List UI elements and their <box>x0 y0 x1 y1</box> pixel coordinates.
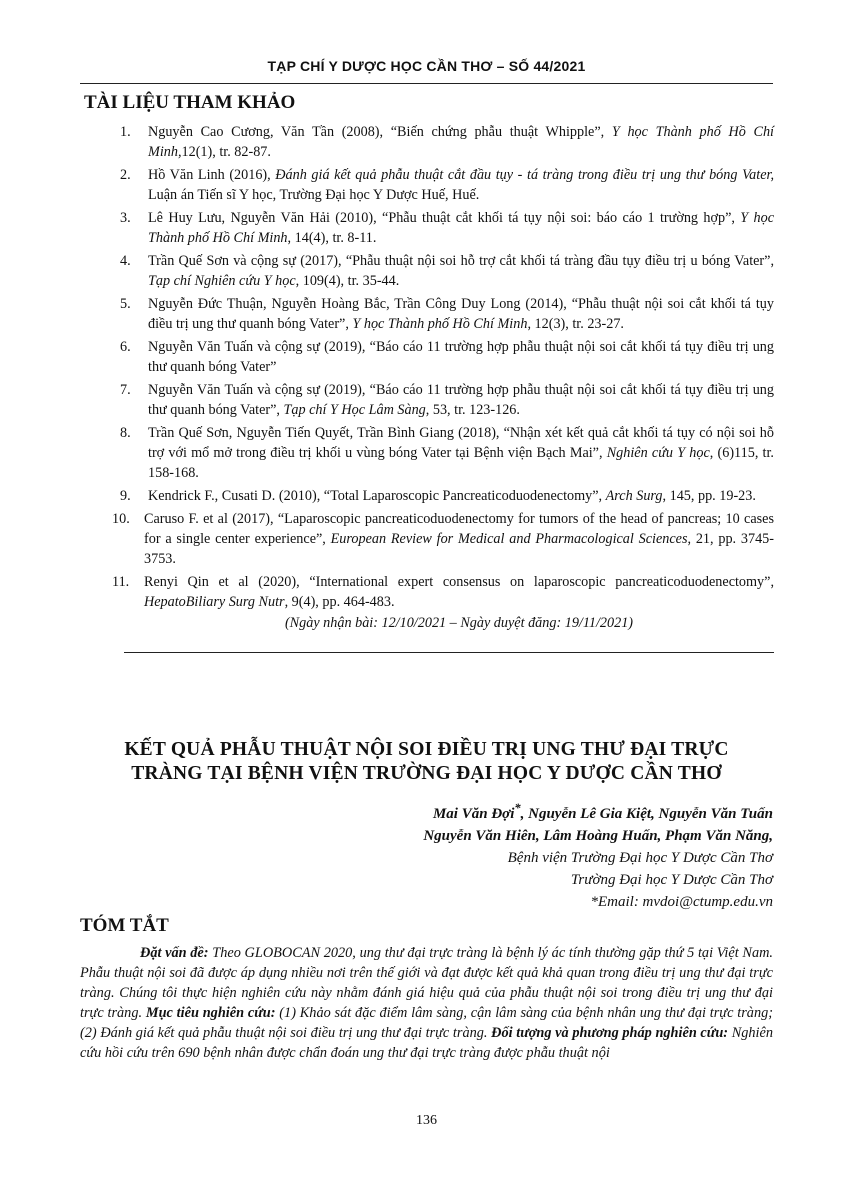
reference-text: Lê Huy Lưu, Nguyễn Văn Hải (2010), “Phẫu thuật cắt khối tá tụy nội soi: báo cáo 1 trường hợp”, <box>148 210 741 226</box>
reference-source: Arch Surg <box>605 488 663 504</box>
header-rule <box>80 83 773 84</box>
reference-text: Nguyễn Văn Tuấn và cộng sự (2019), “Báo cáo 11 trường hợp phẫu thuật nội soi cắt khối tá tụy điều trị ung thư quanh bóng Vater” <box>148 339 774 375</box>
article-title <box>80 738 773 786</box>
journal-header: TẠP CHÍ Y DƯỢC HỌC CẦN THƠ – SỐ 44/2021 <box>267 58 586 74</box>
reference-item <box>104 294 774 334</box>
reference-details: Luận án Tiến sĩ Y học, Trường Đại học Y Dược Huế, Huế. <box>148 187 480 203</box>
reference-item <box>104 251 774 291</box>
reference-text: Caruso F. et al (2017), “Laparoscopic pancreaticoduodenectomy for tumors of the head of pancreas; 10 cases for a single center experience”, <box>144 511 774 547</box>
reference-source: Đánh giá kết quả phẫu thuật cắt đầu tụy - tá tràng trong điều trị ung thư bóng Vater, <box>275 167 774 183</box>
author-email: *Email: mvdoi@ctump.edu.vn <box>590 894 773 910</box>
reference-text: Nguyễn Cao Cương, Văn Tần (2008), “Biến chứng phẫu thuật Whipple”, <box>148 124 612 140</box>
reference-text: Kendrick F., Cusati D. (2010), “Total Laparoscopic Pancreaticoduodenectomy”, <box>148 488 606 504</box>
reference-number: 6. <box>120 339 131 355</box>
reference-number: 1. <box>120 124 131 140</box>
reference-text: Nguyễn Đức Thuận, Nguyễn Hoàng Bắc, Trần Công Duy Long (2014), “Phẫu thuật nội soi cắt khối tá tụy điều trị ung thư quanh bóng Vater”, <box>148 296 774 332</box>
reference-item <box>104 337 774 377</box>
references-heading: TÀI LIỆU THAM KHẢO <box>84 92 296 113</box>
reference-text: Nguyễn Văn Tuấn và cộng sự (2019), “Báo cáo 11 trường hợp phẫu thuật nội soi cắt khối tá tụy điều trị ung thư quanh bóng Vater”, <box>148 382 774 418</box>
reference-number: 10. <box>112 511 130 527</box>
received-accepted-dates: (Ngày nhận bài: 12/10/2021 – Ngày duyệt đăng: 19/11/2021) <box>284 615 634 631</box>
references-end-rule <box>124 652 774 653</box>
reference-item <box>104 572 774 612</box>
reference-number: 11. <box>112 574 130 590</box>
reference-list <box>104 122 774 633</box>
reference-details: , 14(4), tr. 8-11. <box>287 230 377 246</box>
article-title-line-2: TRÀNG TẠI BỆNH VIỆN TRƯỜNG ĐẠI HỌC Y DƯỢC CẦN THƠ <box>131 763 722 784</box>
reference-details: , 109(4), tr. 35-44. <box>295 273 400 289</box>
abstract-label-methods: Đối tượng và phương pháp nghiên cứu: <box>491 1025 729 1041</box>
summary-heading: TÓM TẮT <box>80 915 169 936</box>
reference-source: Y học Thành phố Hồ Chí Minh, <box>148 124 774 160</box>
reference-text: Renyi Qin et al (2020), “International expert consensus on laparoscopic pancreaticoduodenectomy”, <box>144 574 774 590</box>
reference-number: 3. <box>120 210 131 226</box>
reference-details: , (6)115, tr. 158-168. <box>148 445 774 481</box>
reference-number: 9. <box>120 488 131 504</box>
reference-text: Trần Quế Sơn, Nguyễn Tiến Quyết, Trần Bình Giang (2018), “Nhận xét kết quả cắt khối tá tụy có nội soi hỗ trợ với mổ mở trong điều trị khối u vùng bóng Vater tại Bệnh viện Bạch Mai”, <box>148 425 774 461</box>
reference-item <box>104 208 774 248</box>
reference-text: Hồ Văn Linh (2016), <box>148 167 276 183</box>
reference-item <box>104 122 774 162</box>
corresponding-mark: * <box>514 801 521 815</box>
reference-text: Trần Quế Sơn và cộng sự (2017), “Phẫu thuật nội soi hỗ trợ cắt khối tá tràng đầu tụy điều trị u bóng Vater”, <box>148 253 774 269</box>
authors-line-1 <box>423 797 773 825</box>
reference-details: , 145, pp. 19-23. <box>662 488 756 504</box>
co-authors: , Nguyễn Lê Gia Kiệt, Nguyễn Văn Tuấn <box>520 806 773 822</box>
reference-number: 4. <box>120 253 131 269</box>
abstract-text-background: Theo GLOBOCAN 2020, ung thư đại trực tràng là bệnh lý ác tính thường gặp thứ 5 tại Việt Nam. Phẫu thuật nội soi đã được áp dụng nhiều nơi trên thế giới và đạt được kết quả khả quan trong điều trị ung thư đại trực tràng. Chúng tôi thực hiện nghiên cứu này nhằm đánh giá hiệu quả của phẫu thuật nội soi trong điều trị ung thư đại trực tràng. <box>80 945 773 1021</box>
reference-number: 7. <box>120 382 131 398</box>
reference-details: , 53, tr. 123-126. <box>425 402 520 418</box>
reference-details: , 21, pp. 3745-3753. <box>144 531 774 567</box>
reference-item <box>104 509 774 569</box>
affiliation-1: Bệnh viện Trường Đại học Y Dược Cần Thơ <box>507 850 773 866</box>
affiliation-2: Trường Đại học Y Dược Cần Thơ <box>570 872 773 888</box>
reference-number: 2. <box>120 167 131 183</box>
reference-details: , 9(4), pp. 464-483. <box>284 594 395 610</box>
reference-number: 8. <box>120 425 131 441</box>
author-block <box>423 797 773 913</box>
article-title-line-1: KẾT QUẢ PHẪU THUẬT NỘI SOI ĐIỀU TRỊ UNG THƯ ĐẠI TRỰC <box>124 739 729 760</box>
reference-item <box>104 423 774 483</box>
reference-source: Y học Thành phố Hồ Chí Minh <box>148 210 775 246</box>
reference-item <box>104 380 774 420</box>
reference-source: Tạp chí Nghiên cứu Y học <box>148 273 296 289</box>
reference-item <box>104 486 774 506</box>
abstract-paragraph <box>80 943 773 1063</box>
corresponding-author: Mai Văn Đợi <box>432 806 515 822</box>
abstract-text-objectives: (1) Khảo sát đặc điểm lâm sàng, cận lâm sàng của bệnh nhân ung thư đại trực tràng; (2) Đánh giá kết quả phẫu thuật nội soi điều trị ung thư đại trực tràng. <box>80 1005 774 1041</box>
reference-details: 12(1), tr. 82-87. <box>181 144 271 160</box>
abstract-label-objectives: Mục tiêu nghiên cứu: <box>145 1005 276 1021</box>
reference-source: Tạp chí Y Học Lâm Sàng <box>283 402 426 418</box>
reference-number: 5. <box>120 296 131 312</box>
reference-source: European Review for Medical and Pharmacological Sciences <box>330 531 688 547</box>
reference-source: Y học Thành phố Hồ Chí Minh <box>352 316 528 332</box>
reference-source: HepatoBiliary Surg Nutr <box>144 594 285 610</box>
reference-source: Nghiên cứu Y học <box>606 445 710 461</box>
authors-line-2: Nguyễn Văn Hiên, Lâm Hoàng Huấn, Phạm Văn Năng, <box>423 828 773 844</box>
abstract-text-methods: Nghiên cứu hồi cứu trên 690 bệnh nhân được chẩn đoán ung thư đại trực tràng được phẫu thuật nội <box>80 1025 773 1061</box>
reference-item <box>104 165 774 205</box>
abstract-label-background: Đặt vấn đề: <box>140 945 209 961</box>
page-number: 136 <box>416 1113 437 1128</box>
reference-details: , 12(3), tr. 23-27. <box>527 316 624 332</box>
